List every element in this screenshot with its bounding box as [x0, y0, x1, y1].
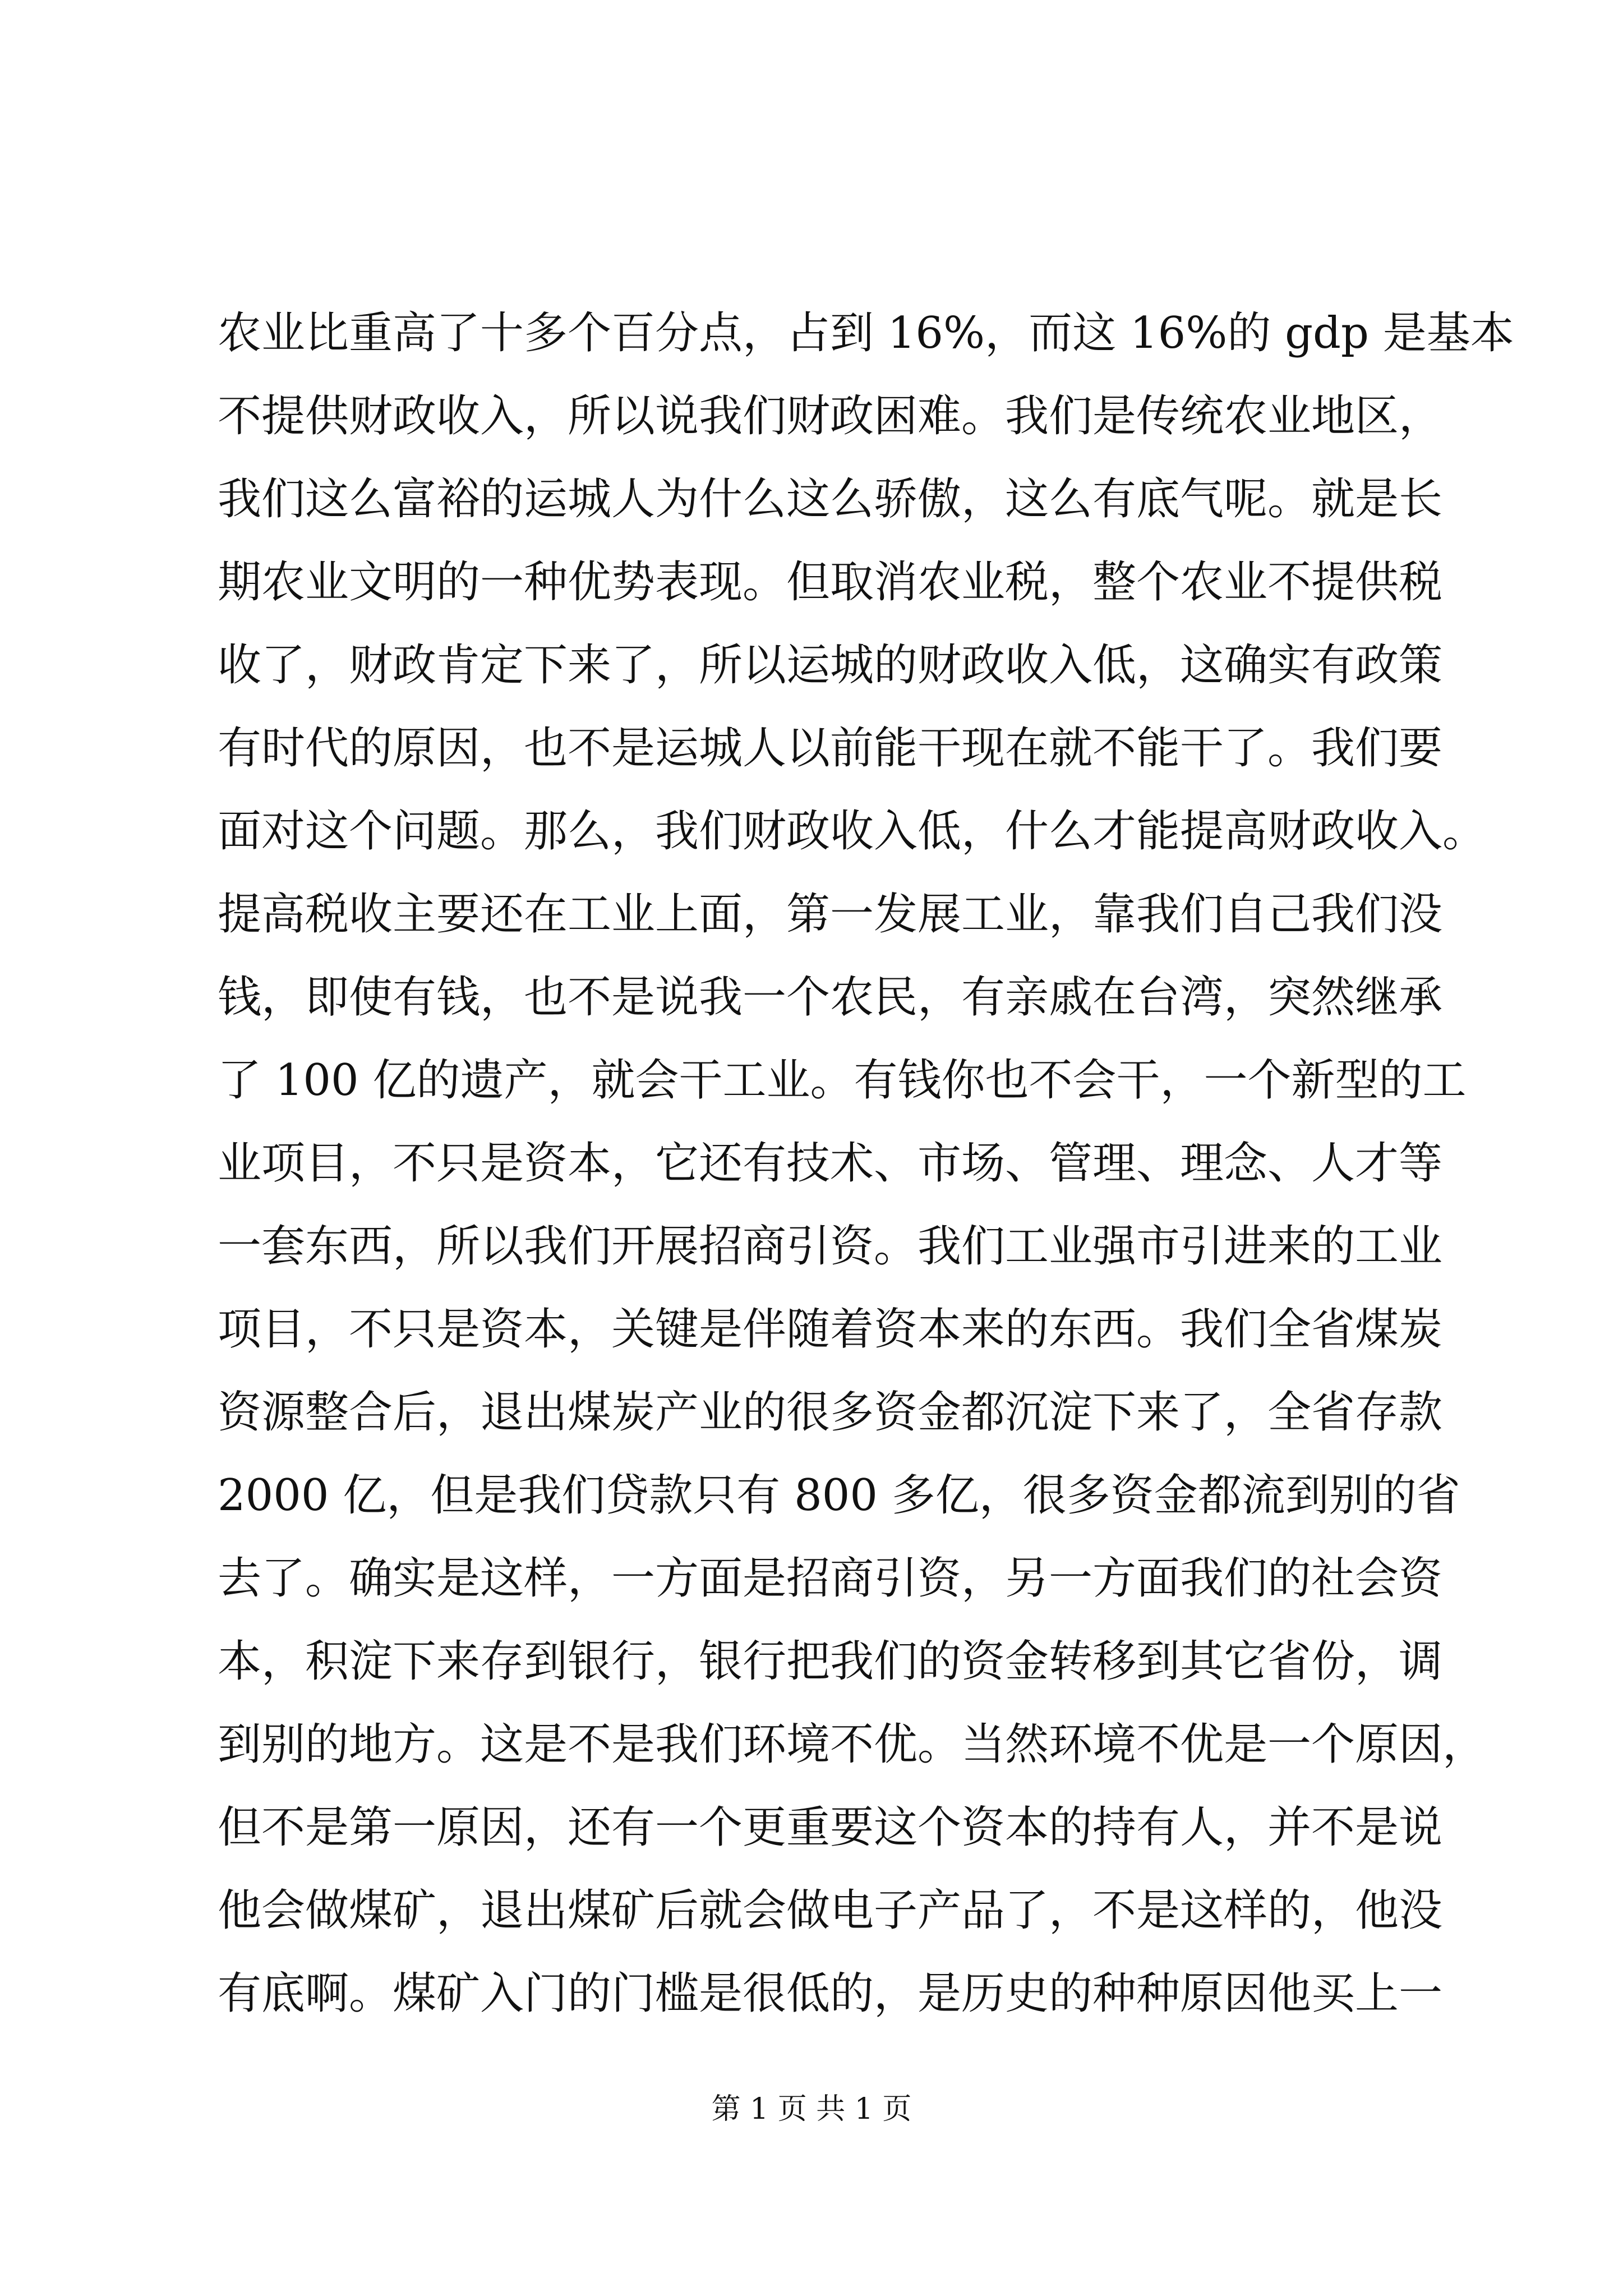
text-line: 2000 亿，但是我们贷款只有 800 多亿，很多资金都流到别的省	[218, 1470, 1460, 1521]
text-line: 他会做煤矿，退出煤矿后就会做电子产品了，不是这样的，他没	[218, 1885, 1443, 1936]
text-line: 本，积淀下来存到银行，银行把我们的资金转移到其它省份，调	[218, 1636, 1443, 1687]
text-line: 收了，财政肯定下来了，所以运城的财政收入低，这确实有政策	[218, 640, 1443, 691]
text-line: 我们这么富裕的运城人为什么这么骄傲，这么有底气呢。就是长	[218, 474, 1443, 524]
text-line: 到别的地方。这是不是我们环境不优。当然环境不优是一个原因，	[218, 1719, 1487, 1770]
text-line: 提高税收主要还在工业上面，第一发展工业，靠我们自己我们没	[218, 889, 1443, 940]
text-line: 有时代的原因，也不是运城人以前能干现在就不能干了。我们要	[218, 723, 1443, 774]
page-footer	[0, 2087, 1623, 2132]
text-line: 了 100 亿的遗产，就会干工业。有钱你也不会干，一个新型的工	[218, 1055, 1467, 1106]
text-line: 项目，不只是资本，关键是伴随着资本来的东西。我们全省煤炭	[218, 1304, 1443, 1355]
body-text	[218, 292, 1514, 2035]
text-line: 面对这个问题。那么，我们财政收入低，什么才能提高财政收入。	[218, 806, 1487, 857]
text-line: 但不是第一原因，还有一个更重要这个资本的持有人，并不是说	[218, 1802, 1443, 1853]
text-line: 农业比重高了十多个百分点，占到 16%，而这 16%的 gdp 是基本	[218, 308, 1514, 358]
text-line: 不提供财政收入，所以说我们财政困难。我们是传统农业地区，	[218, 391, 1443, 441]
text-line: 一套东西，所以我们开展招商引资。我们工业强市引进来的工业	[218, 1221, 1443, 1272]
page-number-label: 第 1 页 共 1 页	[711, 2092, 912, 2126]
text-line: 业项目，不只是资本，它还有技术、市场、管理、理念、人才等	[218, 1138, 1443, 1189]
text-line: 钱，即使有钱，也不是说我一个农民，有亲戚在台湾，突然继承	[218, 972, 1443, 1023]
text-line: 去了。确实是这样，一方面是招商引资，另一方面我们的社会资	[218, 1553, 1443, 1604]
text-line: 期农业文明的一种优势表现。但取消农业税，整个农业不提供税	[218, 557, 1443, 608]
text-line: 资源整合后，退出煤炭产业的很多资金都沉淀下来了，全省存款	[218, 1387, 1443, 1438]
text-line: 有底啊。煤矿入门的门槛是很低的，是历史的种种原因他买上一	[218, 1968, 1443, 2019]
